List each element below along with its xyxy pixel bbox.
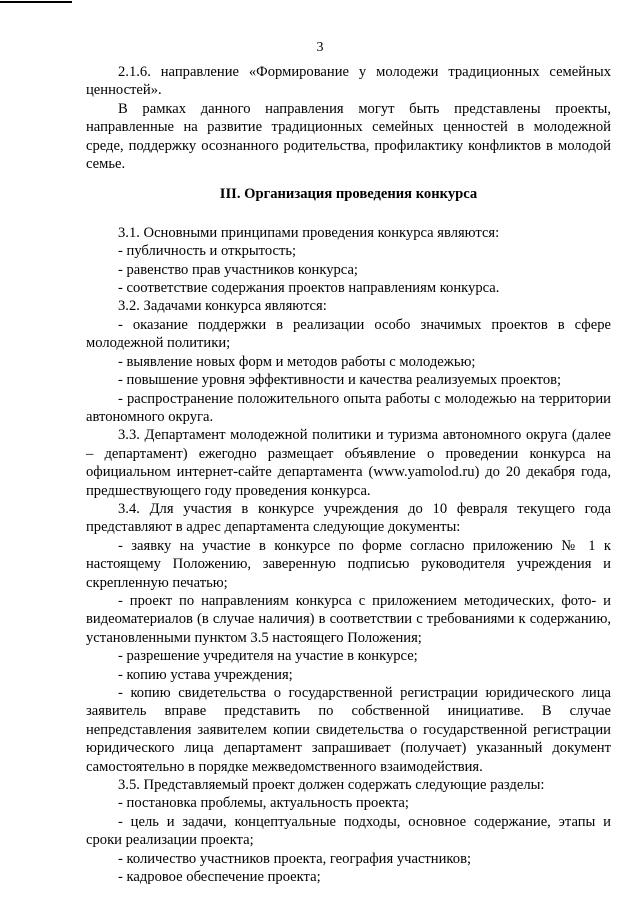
section-2-1-6-title: 2.1.6. направление «Формирование у молодежи традиционных семейных ценностей».: [86, 64, 611, 99]
list-item: - копию устава учреждения;: [118, 666, 293, 683]
list-item: - цель и задачи, концептуальные подходы, основное содержание, этапы и сроки реализации проекта;: [86, 813, 611, 849]
list-item: - проект по направлениям конкурса с приложением методических, фото- и видеоматериалов (в случае наличия) в соответствии с требованиями к содержанию, установленными пунктом 3.5 настоящего Положения;: [86, 592, 611, 646]
list-item: - публичность и открытость;: [118, 243, 297, 260]
paragraph-3-5: 3.5. Представляемый проект должен содержать следующие разделы:: [118, 777, 545, 794]
list-item: - количество участников проекта, география участников;: [118, 850, 472, 867]
list-item: - кадровое обеспечение проекта;: [118, 869, 321, 886]
paragraph-3-4: 3.4. Для участия в конкурсе учреждения до 10 февраля текущего года представляют в адрес департамента следующие документы:: [86, 500, 611, 536]
page-number: 3: [316, 40, 324, 55]
list-item: - равенство прав участников конкурса;: [118, 261, 358, 278]
paragraph-3-2: 3.2. Задачами конкурса являются:: [118, 298, 327, 315]
list-item: - оказание поддержки в реализации особо значимых проектов в сфере молодежной политики;: [86, 316, 611, 352]
corner-line: [0, 1, 72, 3]
list-item: - разрешение учредителя на участие в конкурсе;: [118, 648, 418, 665]
section-2-1-6-text: В рамках данного направления могут быть представлены проекты, направленные на развитие традиционных семейных ценностей в молодежной среде, поддержку осознанного родительства, профилактику конфликтов в молодой семье.: [86, 100, 611, 173]
section-3-heading: III. Организация проведения конкурса: [219, 186, 478, 203]
list-item: - постановка проблемы, актуальность проекта;: [118, 795, 409, 812]
list-item: - распространение положительного опыта работы с молодежью на территории автономного округа.: [86, 390, 611, 425]
paragraph-3-1: 3.1. Основными принципами проведения конкурса являются:: [118, 224, 500, 241]
list-item: - копию свидетельства о государственной регистрации юридического лица заявитель вправе представить по собственной инициативе. В случае непредставления заявителем копии свидетельства о государственной регистрации юридического лица департамент запрашивает (получает) указанный документ самостоятельно в порядке межведомственного взаимодействия.: [86, 685, 611, 775]
list-item: - соответствие содержания проектов направлениям конкурса.: [118, 280, 500, 297]
document-body: [86, 63, 611, 886]
paragraph-3-3: 3.3. Департамент молодежной политики и туризма автономного округа (далее – департамент) ежегодно размещает объявление о проведении конкурса на официальном интернет-сайте департамента (www.yamolod.ru) до 20 декабря года, предшествующего году проведения конкурса.: [86, 427, 611, 499]
list-item: - выявление новых форм и методов работы с молодежью;: [118, 353, 476, 370]
list-item: - заявку на участие в конкурсе по форме согласно приложению № 1 к настоящему Положению, заверенную подписью руководителя учреждения и скрепленную печатью;: [86, 537, 611, 591]
list-item: - повышение уровня эффективности и качества реализуемых проектов;: [118, 372, 562, 389]
